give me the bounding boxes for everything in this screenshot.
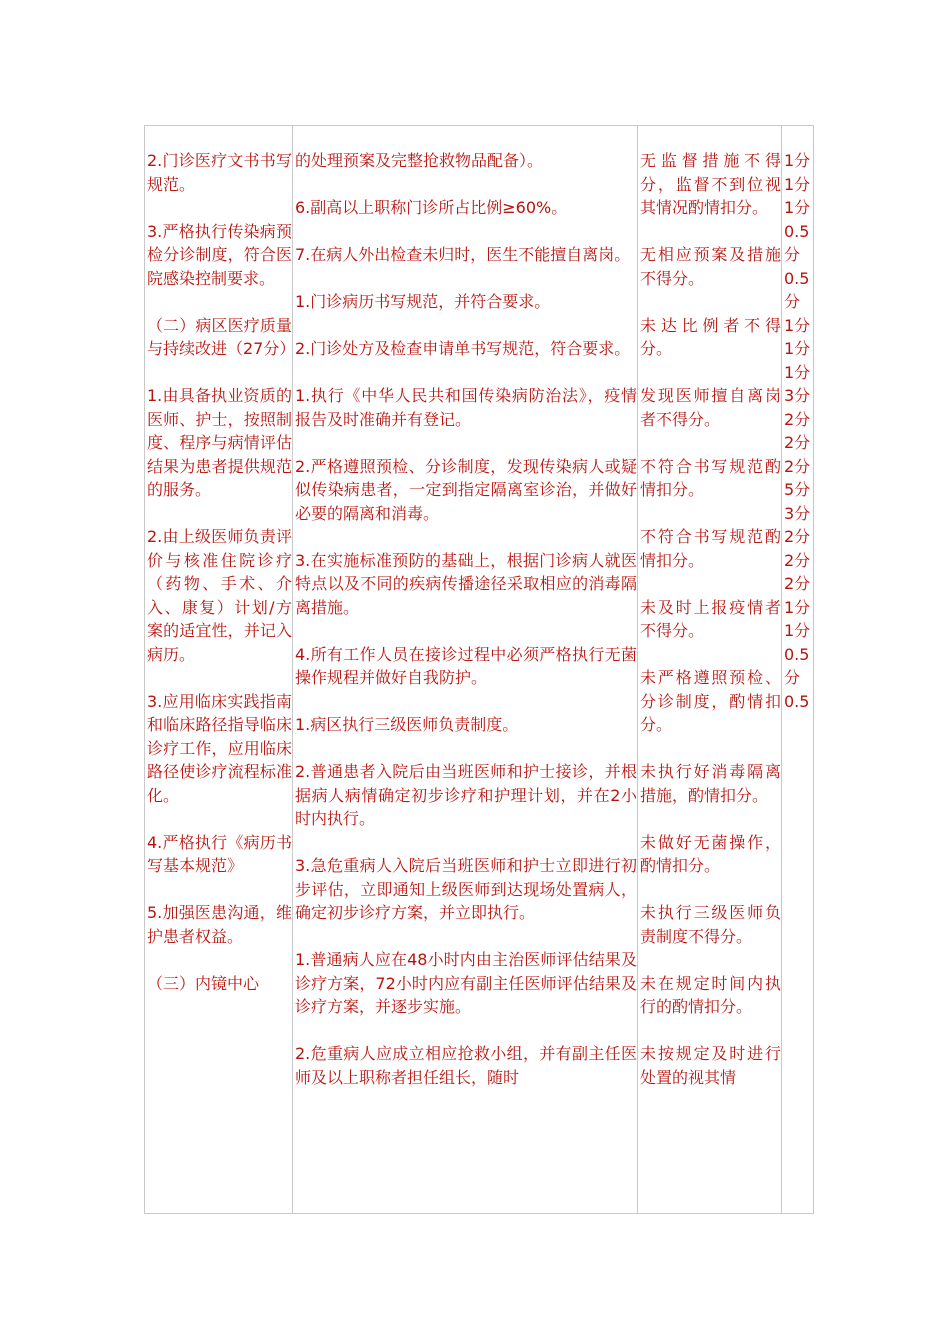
score-value: 1分 [784,315,811,335]
requirement-item: 7.在病人外出检查未归时，医生不能擅自离岗。 [295,245,631,264]
deduction-item: 不符合书写规范酌情扣分。 [640,456,781,499]
deduction-item: 未在规定时间内执行的酌情扣分。 [640,973,781,1016]
standard-item: 3.应用临床实践指南和临床路径指导临床诊疗工作，应用临床路径使诊疗流程标准化。 [147,691,292,805]
deduction-item: 无相应预案及措施不得分。 [640,245,781,288]
score-value: 1分 [784,198,811,217]
deduction-item: 未按规定及时进行处置的视其情 [640,1044,781,1087]
deduction-item: 未及时上报疫情者不得分。 [640,597,781,640]
scoring-table [144,125,814,1214]
requirement-item: 3.急危重病人入院后当班医师和护士立即进行初步评估，立即通知上级医师到达现场处置病人，确定初步诊疗方案，并立即执行。 [295,856,637,922]
requirement-item: 1.病区执行三级医师负责制度。 [295,715,519,734]
score-value: 0.5分 [784,268,810,311]
deduction-item: 未执行好消毒隔离措施，酌情扣分。 [640,762,781,805]
deduction-column [640,149,781,1089]
section-heading: （二）病区医疗质量与持续改进（27分） [147,315,296,358]
score-value: 1分 [784,362,811,382]
deduction-item: 发现医师擅自离岗者不得分。 [640,386,781,429]
score-value: 2分 [784,456,811,476]
score-value: 2分 [784,527,811,546]
deduction-item: 未严格遵照预检、分诊制度，酌情扣分。 [640,668,781,734]
standard-item: 5.加强医患沟通，维护患者权益。 [147,903,292,946]
requirement-item: 3.在实施标准预防的基础上，根据门诊病人就医特点以及不同的疾病传播途径采取相应的消毒隔离措施。 [295,550,637,617]
score-value: 0.5分 [784,221,810,264]
score-value: 0.5 [784,691,810,711]
score-value: 2分 [784,550,811,570]
standard-column [147,149,296,995]
column-divider [781,126,782,1213]
deduction-item: 无监督措施不得分，监督不到位视其情况酌情扣分。 [640,151,781,217]
score-value: 3分 [784,503,811,523]
requirement-item: 2.严格遵照预检、分诊制度，发现传染病人或疑似传染病患者，一定到指定隔离室诊治，并做好必要的隔离和消毒。 [295,456,637,523]
requirement-item: 6.副高以上职称门诊所占比例≥60%。 [295,198,568,217]
score-value: 0.5分 [784,644,810,687]
standard-item: 4.严格执行《病历书写基本规范》 [147,832,292,875]
deduction-item: 未执行三级医师负责制度不得分。 [640,903,781,946]
score-value: 3分 [784,386,811,405]
standard-item: 2.由上级医师负责评价与核准住院诊疗（药物、手术、介入、康复）计划/方案的适宜性，并记入病历。 [147,527,292,664]
requirement-item: 2.门诊处方及检查申请单书写规范，符合要求。 [295,339,631,358]
deduction-item: 不符合书写规范酌情扣分。 [640,527,781,570]
score-value: 1分 [784,621,811,640]
score-value: 1分 [784,597,811,617]
score-value: 1分 [784,151,811,170]
requirement-item: 1.执行《中华人民共和国传染病防治法》，疫情报告及时准确并有登记。 [295,386,637,429]
deduction-item: 未做好无菌操作，酌情扣分。 [640,832,781,875]
standard-item: 2.门诊医疗文书书写规范。 [147,151,292,194]
score-value: 2分 [784,409,811,429]
column-divider [292,126,293,1213]
deduction-item: 未达比例者不得分。 [640,315,781,358]
score-value: 2分 [784,574,811,593]
requirement-item: 2.危重病人应成立相应抢救小组，并有副主任医师及以上职称者担任组长，随时 [295,1044,637,1087]
score-value: 1分 [784,174,811,194]
column-divider [637,126,638,1213]
requirement-item: 2.普通患者入院后由当班医师和护士接诊，并根据病人病情确定初步诊疗和护理计划，并在2小时内执行。 [295,762,637,828]
requirement-item: 1.门诊病历书写规范，并符合要求。 [295,292,551,311]
requirement-item: 1.普通病人应在48小时内由主治医师评估结果及诊疗方案，72小时内应有副主任医师评估结果及诊疗方案，并逐步实施。 [295,950,637,1016]
requirement-column [295,149,637,1089]
standard-item: 3.严格执行传染病预检分诊制度，符合医院感染控制要求。 [147,221,292,288]
standard-item: 1.由具备执业资质的医师、护士，按照制度、程序与病情评估结果为患者提供规范的服务。 [147,386,292,499]
score-value: 5分 [784,480,811,499]
score-value: 2分 [784,433,811,452]
requirement-item: 的处理预案及完整抢救物品配备）。 [295,151,544,170]
score-value: 1分 [784,339,811,358]
requirement-item: 4.所有工作人员在接诊过程中必须严格执行无菌操作规程并做好自我防护。 [295,644,637,687]
section-heading: （三）内镜中心 [147,973,260,993]
score-column [784,149,814,713]
